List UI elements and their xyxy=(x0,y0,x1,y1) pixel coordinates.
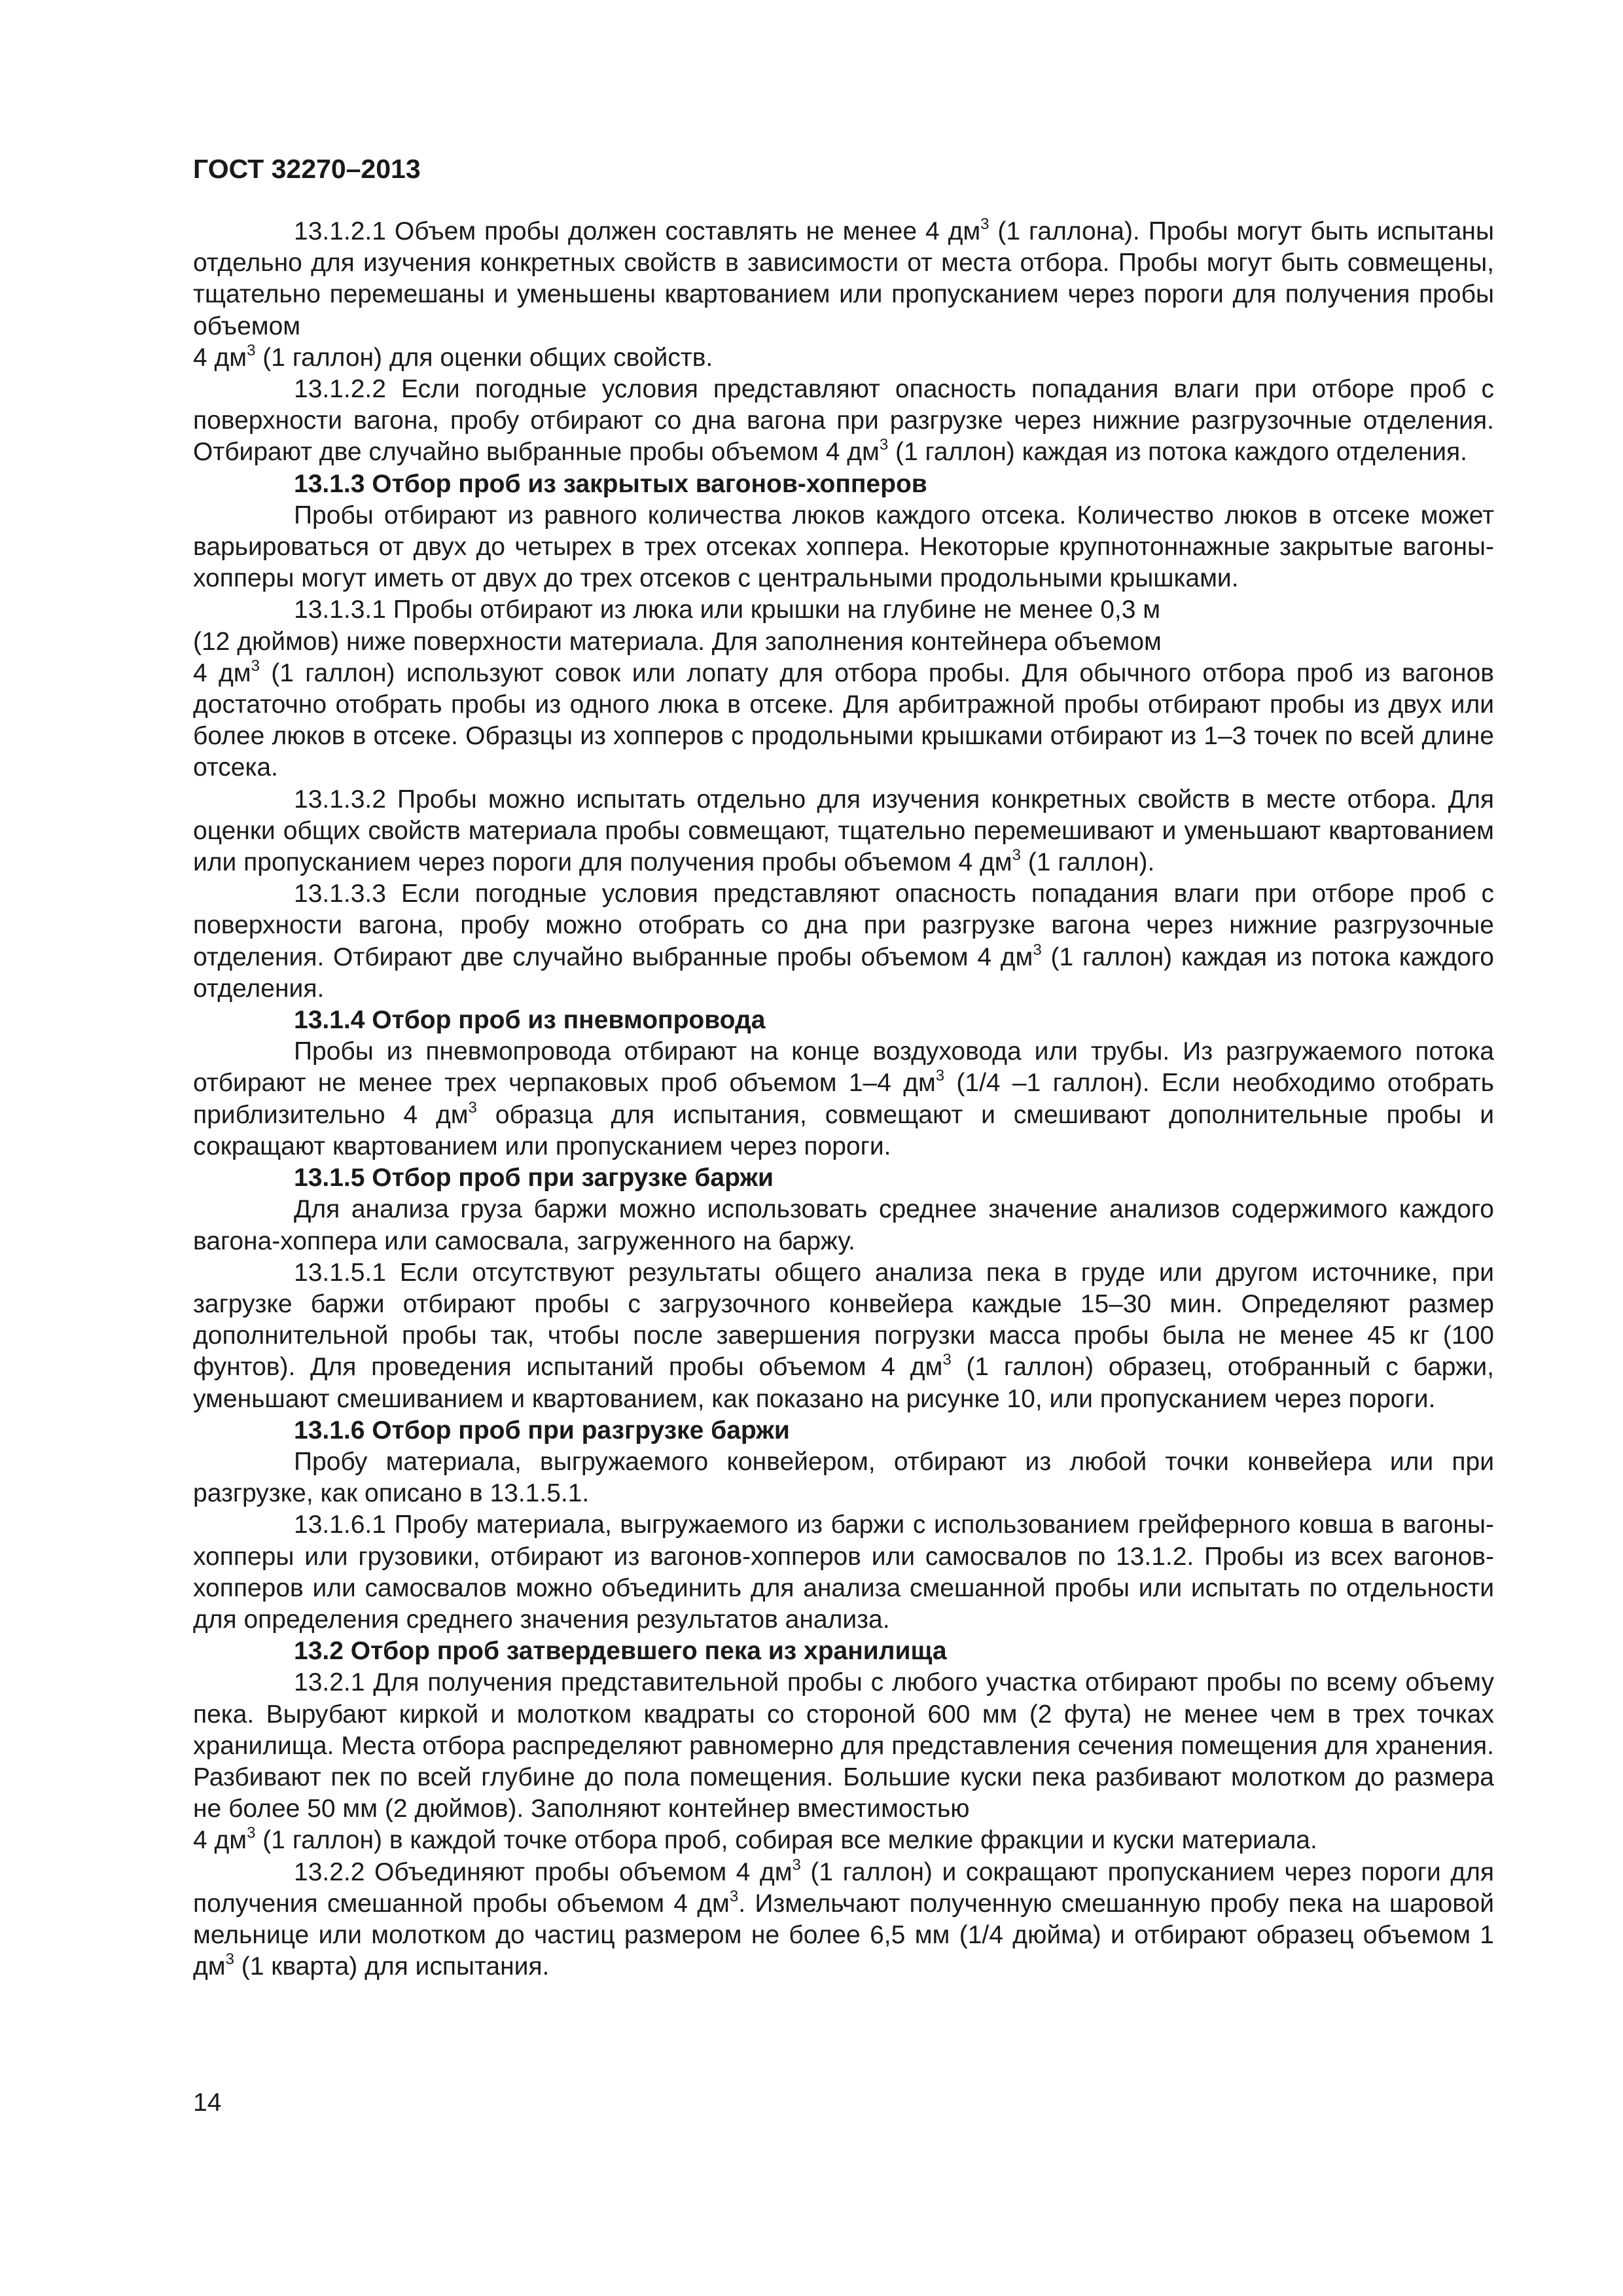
paragraph-13-1-5-intro: Для анализа груза баржи можно использовать среднее значение анализов содержимого каждого вагона-хоппера или самосвала, загруженного на баржу. xyxy=(193,1195,1494,1255)
paragraph-13-1-4: Пробы из пневмопровода отбирают на конце воздуховода или трубы. Из разгружаемого потока отбирают не менее трех черпаковых проб объемом 1–4 $дм^3$ (1/4 –1 галлон). Если необходимо отобрать приблизительно 4 $дм^3$ образца для испытания, совмещают и смешивают дополнительные пробы и сокращают квартованием или пропусканием через пороги. xyxy=(193,1037,1494,1160)
paragraph-13-1-3-intro: Пробы отбирают из равного количества люков каждого отсека. Количество люков в отсеке может варьироваться от двух до четырех в трех отсеках хоппера. Некоторые крупнотоннажные закрытые вагоны-хопперы могут иметь от двух до трех отсеков с центральными продольными крышками. xyxy=(193,501,1494,593)
page-number: 14 xyxy=(193,2089,222,2117)
section-heading-13-1-6: 13.1.6 Отбор проб при разгрузке баржи xyxy=(294,1416,790,1444)
paragraph-13-1-3-3: 13.1.3.3 Если погодные условия представляют опасность попадания влаги при отборе проб с поверхности вагона, пробу можно отобрать со дна при разгрузке вагона через нижние разгрузочные отделения. Отбирают две случайно выбранные пробы объемом 4 $дм^3$ (1 галлон) каждая из потока каждого отделения. xyxy=(193,880,1494,1003)
section-heading-13-1-4: 13.1.4 Отбор проб из пневмопровода xyxy=(294,1006,766,1035)
paragraph-13-1-2-2: 13.1.2.2 Если погодные условия представляют опасность попадания влаги при отборе проб с поверхности вагона, пробу отбирают со дна вагона при разгрузке через нижние разгрузочные отделения. Отбирают две случайно выбранные пробы объемом 4 $дм^3$ (1 галлон) каждая из потока каждого отделения. xyxy=(193,375,1494,467)
paragraph-13-2-1-volume: 4 $дм^3$ (1 галлон) в каждой точке отбора проб, собирая все мелкие фракции и куски материала. xyxy=(193,1824,1317,1855)
section-heading-13-1-3: 13.1.3 Отбор проб из закрытых вагонов-хопперов xyxy=(294,469,927,498)
document-header: ГОСТ 32270–2013 xyxy=(193,154,421,184)
paragraph-volume-line: 4 $дм^3$ (1 галлон) для оценки общих свойств. xyxy=(193,341,713,372)
paragraph-13-2-1: 13.2.1 Для получения представительной пробы с любого участка отбирают пробы по всему объему пека. Вырубают киркой и молотком квадраты со стороной 600 мм (2 фута) не менее чем в трех точках хранилища. Места отбора распределяют равномерно для представления сечения помещения для хранения. Разбивают пек по всей глубине до пола помещения. Большие куски пека разбивают молотком до размера не более 50 мм (2 дюймов). Заполняют контейнер вместимостью xyxy=(193,1668,1494,1823)
paragraph-13-1-3-2: 13.1.3.2 Пробы можно испытать отдельно для изучения конкретных свойств в месте отбора. Для оценки общих свойств материала пробы совмещают, тщательно перемешивают и уменьшают квартованием или пропусканием через пороги для получения пробы объемом 4 $дм^3$ (1 галлон). xyxy=(193,785,1494,877)
paragraph-13-1-2-1: 13.1.2.1 Объем пробы должен составлять не менее 4 $дм^3$ (1 галлона). Пробы могут быть испытаны отдельно для изучения конкретных свойств в зависимости от места отбора. Пробы могут быть совмещены, тщательно перемешаны и уменьшены квартованием или пропусканием через пороги для получения пробы объемом xyxy=(193,215,1494,340)
document-body xyxy=(193,216,1494,1982)
paragraph-13-2-2: 13.2.2 Объединяют пробы объемом 4 $дм^3$ (1 галлон) и сокращают пропусканием через пороги для получения смешанной пробы объемом 4 $дм^3$. Измельчают полученную смешанную пробу пека на шаровой мельнице или молотком до частиц размером не более 6,5 мм (1/4 дюйма) и отбирают образец объемом 1 $дм^3$ (1 кварта) для испытания. xyxy=(193,1856,1494,1981)
section-heading-13-1-5: 13.1.5 Отбор проб при загрузке баржи xyxy=(294,1164,774,1193)
paragraph-13-1-3-1-volume: 4 $дм^3$ (1 галлон) используют совок или лопату для отбора пробы. Для обычного отбора проб из вагонов достаточно отобрать пробы из одного люка в отсеке. Для арбитражной пробы отбирают пробы из двух или более люков в отсеке. Образцы из хопперов с продольными крышками отбирают из 1–3 точек по всей длине отсека. xyxy=(193,656,1494,782)
paragraph-13-1-6-1: 13.1.6.1 Пробу материала, выгружаемого из баржи с использованием грейферного ковша в вагоны-хопперы или грузовики, отбирают из вагонов-хопперов или самосвалов по 13.1.2. Пробы из всех вагонов-хопперов или самосвалов можно объединить для анализа смешанной пробы или испытать по отдельности для определения среднего значения результатов анализа. xyxy=(193,1511,1494,1634)
paragraph-13-1-3-1: 13.1.3.1 Пробы отбирают из люка или крышки на глубине не менее 0,3 м xyxy=(294,596,1161,624)
paragraph-13-1-5-1: 13.1.5.1 Если отсутствуют результаты общего анализа пека в груде или другом источнике, при загрузке баржи отбирают пробы с загрузочного конвейера каждые 15–30 мин. Определяют размер дополнительной пробы так, чтобы после завершения погрузки масса пробы была не менее 45 кг (100 фунтов). Для проведения испытаний пробы объемом 4 $дм^3$ (1 галлон) образец, отобранный с баржи, уменьшают смешиванием и квартованием, как показано на рисунке 10, или пропусканием через пороги. xyxy=(193,1258,1494,1413)
paragraph-13-1-6-intro: Пробу материала, выгружаемого конвейером, отбирают из любой точки конвейера или при разгрузке, как описано в 13.1.5.1. xyxy=(193,1447,1494,1508)
paragraph-13-1-3-1-cont: (12 дюймов) ниже поверхности материала. Для заполнения контейнера объемом xyxy=(193,627,1162,656)
section-heading-13-2: 13.2 Отбор проб затвердевшего пека из хранилища xyxy=(294,1637,947,1666)
